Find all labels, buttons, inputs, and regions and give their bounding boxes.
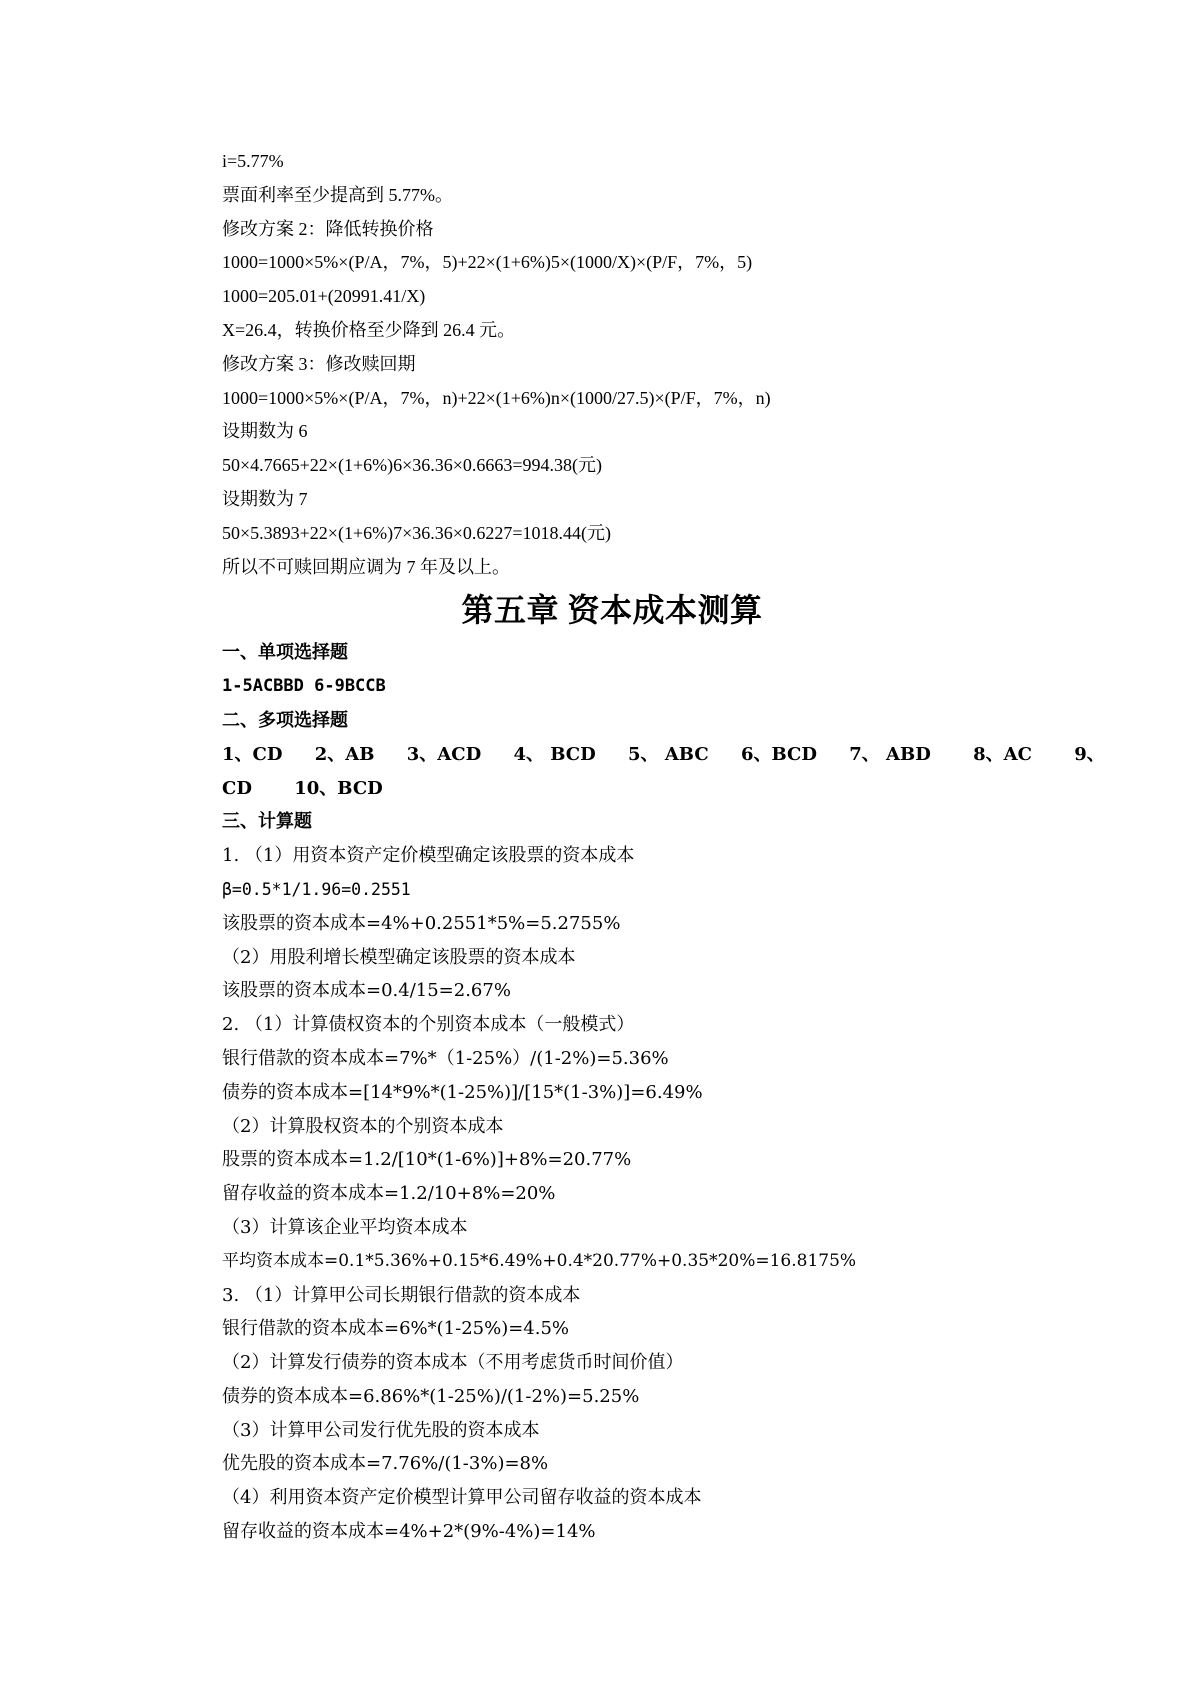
question-line: （2）计算发行债券的资本成本（不用考虑货币时间价值）: [222, 1352, 684, 1374]
answer-item: 8、AC: [973, 743, 1032, 765]
answer-item: 5、 ABC: [628, 743, 709, 765]
formula-line: 1000=1000×5%×(P/A，7%，n)+22×(1+6%)n×(1000/27.5)×(P/F，7%，n): [222, 387, 771, 408]
text-line: 设期数为 7: [222, 488, 308, 509]
question-line: （3）计算该企业平均资本成本: [222, 1216, 468, 1238]
formula-line: 50×5.3893+22×(1+6%)7×36.36×0.6227=1018.44(元): [222, 522, 612, 543]
section-heading-calculation: 三、计算题: [222, 811, 312, 833]
single-choice-answers: 1-5ACBBD 6-9BCCB: [222, 676, 386, 697]
multiple-choice-answers-row-2: [222, 772, 1002, 806]
question-line: （2）计算股权资本的个别资本成本: [222, 1115, 504, 1137]
formula-line: 留存收益的资本成本=1.2/10+8%=20%: [222, 1183, 556, 1205]
formula-line: 平均资本成本=0.1*5.36%+0.15*6.49%+0.4*20.77%+0.35*20%=16.8175%: [222, 1250, 857, 1271]
answer-item: 4、 BCD: [513, 743, 596, 765]
text-line: 设期数为 6: [222, 421, 308, 442]
text-line: 所以不可赎回期应调为 7 年及以上。: [222, 556, 510, 577]
formula-line: 债券的资本成本=6.86%*(1-25%)/(1-2%)=5.25%: [222, 1385, 640, 1407]
question-line: （2）用股利增长模型确定该股票的资本成本: [222, 946, 576, 968]
formula-line: 留存收益的资本成本=4%+2*(9%-4%)=14%: [222, 1521, 596, 1543]
question-line: 2. （1）计算债权资本的个别资本成本（一般模式）: [222, 1014, 635, 1036]
question-line: 1. （1）用资本资产定价模型确定该股票的资本成本: [222, 845, 635, 867]
page-content: [222, 145, 1105, 1549]
answer-item: 7、 ABD: [849, 743, 931, 765]
answer-item: 3、ACD: [406, 743, 482, 765]
formula-line: 银行借款的资本成本=7%*（1-25%）/(1-2%)=5.36%: [222, 1047, 669, 1069]
section-heading-single-choice: 一、单项选择题: [222, 642, 348, 664]
formula-line: 1000=205.01+(20991.41/X): [222, 286, 426, 307]
answer-item: 6、BCD: [740, 743, 817, 765]
answer-item: 9、: [1074, 743, 1105, 765]
formula-line: 该股票的资本成本=0.4/15=2.67%: [222, 980, 511, 1002]
section-heading-multiple-choice: 二、多项选择题: [222, 709, 348, 731]
text-line: 票面利率至少提高到 5.77%。: [222, 184, 453, 205]
answer-item: 1、CD: [222, 743, 283, 765]
formula-line: 1000=1000×5%×(P/A，7%，5)+22×(1+6%)5×(1000/X)×(P/F，7%，5): [222, 252, 753, 273]
text-line: i=5.77%: [222, 151, 284, 171]
multiple-choice-answers-row-1: [222, 738, 1105, 772]
question-line: （4）利用资本资产定价模型计算甲公司留存收益的资本成本: [222, 1487, 702, 1509]
formula-line: 优先股的资本成本=7.76%/(1-3%)=8%: [222, 1453, 549, 1475]
formula-line: 该股票的资本成本=4%+0.2551*5%=5.2755%: [222, 912, 621, 934]
answer-item: 2、AB: [314, 743, 375, 765]
question-line: （3）计算甲公司发行优先股的资本成本: [222, 1419, 540, 1441]
question-line: 3. （1）计算甲公司长期银行借款的资本成本: [222, 1284, 581, 1306]
text-line: 修改方案 3：修改赎回期: [222, 353, 416, 374]
formula-line: β=0.5*1/1.96=0.2551: [222, 879, 411, 899]
formula-line: 股票的资本成本=1.2/[10*(1-6%)]+8%=20.77%: [222, 1149, 632, 1171]
formula-line: 银行借款的资本成本=6%*(1-25%)=4.5%: [222, 1318, 570, 1340]
answer-item: CD: [222, 777, 252, 799]
text-line: X=26.4，转换价格至少降到 26.4 元。: [222, 319, 516, 340]
answer-item: 10、BCD: [294, 777, 383, 799]
formula-line: 债券的资本成本=[14*9%*(1-25%)]/[15*(1-3%)]=6.49%: [222, 1081, 703, 1103]
chapter-title: 第五章 资本成本测算: [461, 592, 763, 629]
formula-line: 50×4.7665+22×(1+6%)6×36.36×0.6663=994.38(元): [222, 455, 603, 476]
text-line: 修改方案 2：降低转换价格: [222, 218, 434, 239]
